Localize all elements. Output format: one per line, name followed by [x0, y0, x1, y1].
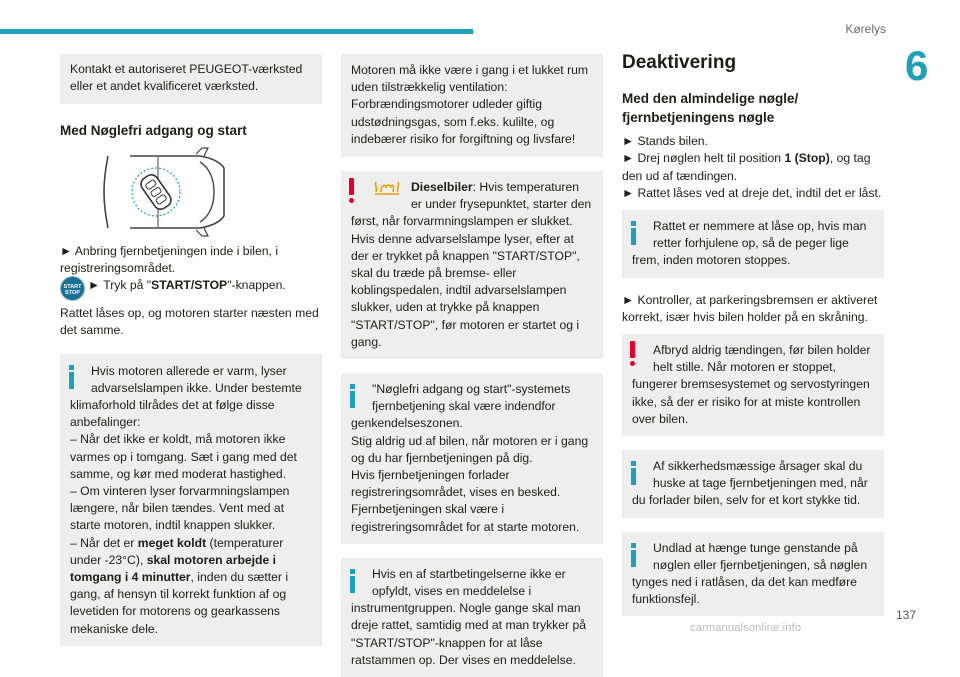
mirror-top: [196, 148, 208, 156]
column-2: [341, 54, 603, 677]
keyless-heading: Med Nøglefri adgang og start: [60, 123, 247, 139]
step-stop-car: ► Stands bilen.: [622, 134, 708, 149]
windshield-outline: [200, 162, 214, 222]
info-box-warm-engine: Hvis motoren allerede er varm, lyser advarselslampen ikke. Under bestemte klimaforhold tilrådes det at følge disse anbefalinger: – Når det ikke er koldt, må motoren ikke varmes op i tomgang. Sæt i gang med det samme, og kør med moderat hastighed. – Om vinteren lyser forvarmningslampen længere, når bilen tændes. Vent med at starte motoren, indtil knappen slukker. – Når det er meget koldt (temperaturer under -23°C), skal motoren arbejde i tomgang i 4 minutter, inden du sætter i gang, af hensyn til korrekt funktion af og levetiden for motorens og gearkassens mekaniske dele.: [60, 354, 322, 646]
info-box-take-remote: Af sikkerhedsmæssige årsager skal du huske at tage fjernbetjeningen med, når du forlader bilen, selv for et kort stykke tid.: [622, 450, 884, 518]
note-box: [60, 54, 322, 104]
column-3: [622, 54, 884, 616]
info-icon: [69, 365, 75, 389]
step-turn-key: ► Drej nøglen helt til position 1 (Stop), og tag den ud af tændingen.: [622, 151, 871, 183]
step-place-remote: ► Anbring fjernbetjeningen inde i bilen, i registreringsområdet.: [60, 243, 279, 276]
deactivation-heading: Deaktivering: [622, 52, 737, 73]
step-check-parking-brake: ► Kontroller, at parkeringsbremsen er aktiveret korrekt, især hvis bilen holder på en skråning.: [622, 292, 878, 324]
info-box-steering: Rattet er nemmere at låse op, hvis man retter forhjulene op, så de peger lige frem, inden motoren stoppes.: [622, 210, 884, 278]
key-fob-icon: [138, 172, 173, 212]
warning-box-ignition: Afbryd aldrig tændingen, før bilen holder helt stille. Når motoren er stoppet, fungerer bremsesystemet og servostyringen ikke, så der er risiko for at miste kontrollen over bilen.: [622, 334, 884, 436]
watermark-text: carmanualsonline.info: [690, 622, 802, 634]
info-icon: [631, 221, 637, 245]
start-stop-button-icon: START STOP: [60, 276, 85, 301]
info-box-start-conditions: Hvis en af startbetingelserne ikke er opfyldt, vises en meddelelse i instrumentgruppen. Nogle gange skal man dreje rattet, samtidig med at man trykker på "START/STOP"-knappen for at låse ratstammen op. Der vises en meddelelse.: [341, 558, 603, 677]
info-box-remote-zone: "Nøglefri adgang og start"-systemets fjernbetjening skal være indendfor genkendelseszonen. Stig aldrig ud af bilen, når motoren er i gang og du har fjernbetjeningen på dig. Hvis fjernbetjeningen forlader registreringsområdet, vises en besked. Fjernbetjeningen skal være i registreringsområdet for at starte motoren.: [341, 373, 603, 544]
column-1: [60, 54, 322, 646]
info-icon: [350, 384, 356, 408]
info-box-heavy-objects: Undlad at hænge tunge genstande på nøglen eller fjernbetjeningen, så nøglen tynges ned i ratlåsen, da det kan medføre funktionsfejl.: [622, 532, 884, 617]
preheat-glow-plug-icon: [373, 180, 401, 196]
car-body-outline: [104, 156, 108, 228]
ventilation-text: Motoren må ikke være i gang i et lukket rum uden tilstrækkelig ventilation: Forbrændingsmotorer udleder giftig udstødningsgas, som f.eks. kulilte, og indebærer risiko for forgiftning og livsfare!: [351, 63, 589, 146]
key-subheading: Med den almindelige nøgle/ fjernbetjeningens nøgle: [622, 91, 799, 126]
car-keyless-illustration: [100, 152, 230, 232]
info-icon: [631, 461, 637, 485]
warning-exclamation-icon: [349, 178, 357, 203]
ventilation-box: [341, 54, 603, 157]
mirror-bottom: [196, 228, 208, 236]
header-accent-bar: [0, 29, 473, 34]
page-number: 137: [895, 608, 916, 622]
info-icon: [350, 569, 356, 593]
diesel-warning-box: Dieselbiler: Hvis temperaturen er under frysepunktet, starter den først, når forvarmningslampen er slukket. Hvis denne advarselslampe lyser, efter at der er trykket på knappen "START/STOP", skal du træde på bremse- eller koblingspedalen, indtil advarselslampen slukker, uden at trykke på knappen "START/STOP", før motoren er startet og i gang.: [341, 171, 603, 359]
warning-exclamation-icon: [630, 341, 638, 366]
section-title: Kørelys: [845, 22, 886, 36]
chapter-number: 6: [905, 42, 929, 89]
step-press-start: START STOP ► Tryk på "START/STOP"-knappen.: [60, 277, 322, 305]
note-text: Kontakt et autoriseret PEUGEOT-værksted eller et andet kvalificeret værksted.: [70, 62, 303, 94]
start-result-text: Rattet låses op, og motoren starter næsten med det samme.: [60, 306, 319, 338]
info-icon: [631, 543, 637, 567]
step-lock-steering: ► Rattet låses ved at dreje det, indtil det er låst.: [622, 185, 882, 200]
